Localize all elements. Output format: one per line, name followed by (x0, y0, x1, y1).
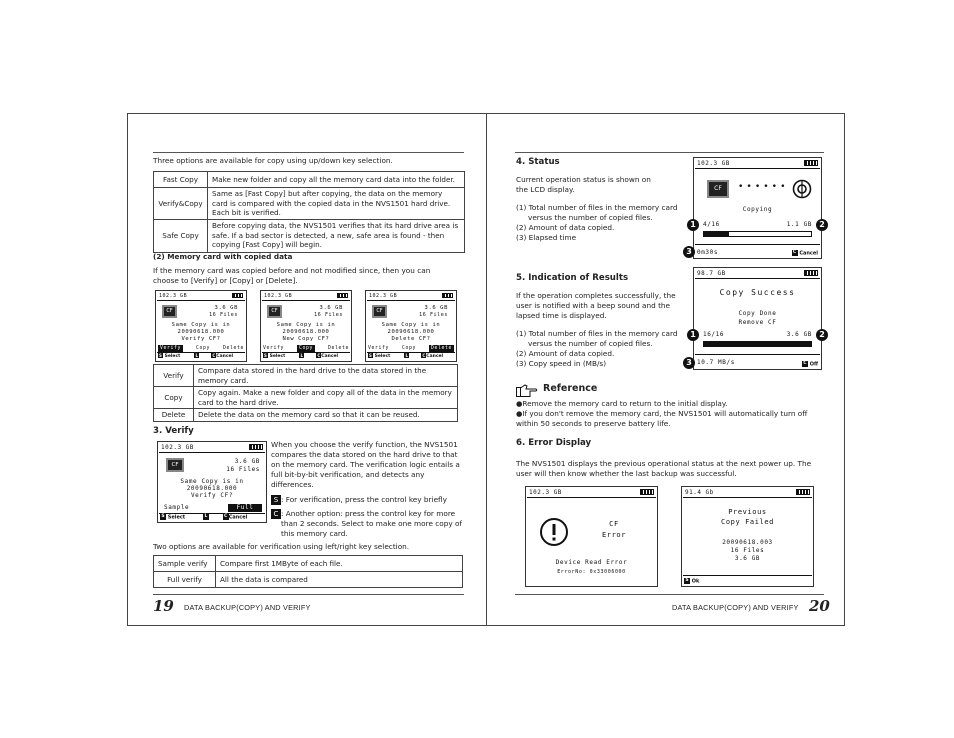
s-key-icon: S (161, 513, 165, 519)
option-copy[interactable]: Copy (196, 346, 210, 351)
screen-line: Copy Done (738, 310, 777, 317)
screen-line: Error (601, 531, 627, 539)
memcard-text: If the memory card was copied before and not modified since, then you can choose to [Verify] or [Copy] or [Delete]. (153, 266, 431, 285)
status-list (516, 203, 684, 243)
list-item: (3) Elapsed time (516, 233, 577, 242)
screen-line: Verify CF? (190, 492, 234, 499)
memcard-screen (155, 290, 247, 362)
screen-line: 20090618.000 (387, 329, 435, 335)
list-item: (2) Amount of data copied. (516, 349, 615, 358)
screen-line: Same Copy is in (276, 322, 336, 328)
copy-options-table (153, 171, 465, 253)
footer-cancel: Cancel (228, 514, 248, 520)
copy-speed: 10.7 MB/s (697, 359, 735, 366)
marker-2: 2 (816, 329, 828, 341)
battery-icon (337, 293, 348, 298)
screen-line: Same Copy is in (171, 322, 231, 328)
error-heading: 6. Error Display (516, 438, 592, 448)
verify-text: When you choose the verify function, the NVS1501 compares the data stored on the hard drive to that on the memory card. The verification logic entails a full bit-by-bit verification, and detects any differences. (271, 440, 460, 489)
screen-line: 20090618.000 (177, 329, 225, 335)
file-count: 16 Files (419, 312, 448, 318)
memcard-heading: (2) Memory card with copied data (153, 252, 293, 261)
capacity-label: 102.3 GB (264, 293, 293, 299)
s-key-icon: S (159, 353, 162, 358)
result-title: Copy Success (719, 288, 796, 297)
marker-3: 3 (683, 357, 695, 369)
list-item (516, 399, 828, 409)
table-row: Verify Compare data stored in the hard drive to the data stored in the memory card. (154, 365, 458, 387)
data-size: 3.6 GB (319, 305, 343, 311)
screen-footer (263, 353, 349, 360)
hdd-icon (792, 179, 812, 199)
screen-rule (527, 497, 656, 498)
option-verify[interactable]: Verify (263, 346, 284, 351)
footer-select: Select (164, 354, 181, 359)
capacity-label: 91.4 Gb (685, 489, 714, 496)
battery-icon (640, 489, 654, 495)
top-rule (515, 152, 824, 153)
battery-icon (804, 270, 818, 276)
screen-rule (367, 300, 455, 301)
screen-footer (368, 353, 454, 360)
bullet-icon: ● (516, 409, 523, 418)
progress-bar (703, 341, 812, 347)
screen-line: Previous (728, 508, 767, 516)
screen-line: Same Copy is in (180, 478, 244, 485)
cf-card-icon: CF (372, 305, 387, 318)
c-key-icon: C (224, 513, 228, 519)
screen-line: Same Copy is in (381, 322, 441, 328)
c-key-icon: C (422, 353, 426, 358)
reference-heading: Reference (543, 383, 598, 394)
data-size: 3.6 GB (424, 305, 448, 311)
status-text: Current operation status is shown on the LCD display. (516, 175, 651, 194)
key-icon: L (204, 513, 208, 519)
error-screen-previous (681, 486, 814, 587)
table-row: Sample verify Compare first 1MByte of each file. (154, 556, 463, 572)
capacity-label: 102.3 GB (159, 293, 188, 299)
screen-line: Remove CF (738, 319, 777, 326)
battery-icon (249, 444, 263, 450)
progress-bar (703, 231, 812, 237)
footer-select: Select (167, 514, 186, 520)
verify-table (153, 555, 463, 588)
c-key-icon: C (271, 509, 281, 519)
screen-line: 3.6 GB (734, 555, 761, 562)
c-key-icon: C (317, 353, 321, 358)
screen-line: Copy Failed (721, 518, 774, 526)
option-copy[interactable]: Copy (299, 346, 313, 351)
table-row: Delete Delete the data on the memory card so that it can be reused. (154, 409, 458, 422)
marker-2: 2 (816, 219, 828, 231)
s-key-icon: S (685, 577, 689, 583)
option-full[interactable]: Full (228, 504, 262, 512)
verify-s-text: : For verification, press the control key briefly (281, 495, 447, 504)
list-item (516, 409, 828, 429)
verify-screen (157, 441, 267, 523)
reference-list (516, 399, 828, 429)
file-count: 16 Files (209, 312, 238, 318)
capacity-label: 98.7 GB (697, 270, 726, 277)
page-number: 19 (153, 597, 174, 615)
memcard-screen (260, 290, 352, 362)
data-size: 3.6 GB (214, 305, 238, 311)
battery-icon (442, 293, 453, 298)
footer-select: Select (269, 354, 286, 359)
screen-footer (802, 361, 818, 369)
bullet-icon: ● (516, 399, 523, 408)
footer-cancel: Cancel (216, 354, 234, 359)
table-row: Fast Copy Make new folder and copy all the memory card data into the folder. (154, 172, 465, 188)
file-count: 16 Files (314, 312, 343, 318)
error-message: Device Read Error (555, 559, 628, 566)
screen-rule (695, 244, 820, 245)
s-key-icon: S (264, 353, 267, 358)
s-key-icon: S (369, 353, 372, 358)
bottom-rule (153, 594, 464, 595)
table-row: Full verify All the data is compared (154, 572, 463, 588)
pointing-hand-icon (516, 384, 538, 397)
option-verify[interactable]: Verify (160, 346, 181, 351)
screen-footer (158, 353, 244, 360)
screen-rule (683, 497, 812, 498)
screen-line: Verify CF? (181, 336, 221, 342)
progress-dots-icon: •••••• (738, 182, 789, 192)
result-text: If the operation completes successfully, the user is notified with a beep sound and the lapsed time is displayed. (516, 291, 676, 320)
page-title: DATA BACKUP(COPY) AND VERIFY (184, 603, 311, 612)
c-key-icon: C (792, 249, 797, 255)
option-copy[interactable]: Copy (402, 346, 416, 351)
page-title: DATA BACKUP(COPY) AND VERIFY (672, 603, 799, 612)
screen-rule (157, 300, 245, 301)
footer-off: Off (809, 361, 818, 367)
data-amount: 3.6 GB (786, 331, 812, 338)
c-key-icon: C (212, 353, 216, 358)
option-sample[interactable]: Sample (164, 504, 190, 511)
option-verify[interactable]: Verify (368, 346, 389, 351)
result-heading: 5. Indication of Results (516, 273, 629, 283)
footer-cancel: Cancel (799, 250, 818, 256)
status-label: Copying (742, 206, 773, 213)
reference-text: Remove the memory card to return to the initial display. (522, 399, 728, 408)
capacity-label: 102.3 GB (697, 160, 730, 167)
error-text: The NVS1501 displays the previous operational status at the next power up. The user will then know whether the last backup was successful. (516, 459, 812, 478)
screen-line: Delete CF? (391, 336, 431, 342)
file-progress: 4/16 (703, 221, 720, 228)
screen-line: 20090618.000 (186, 485, 238, 492)
screen-footer (684, 578, 811, 586)
battery-icon (796, 489, 810, 495)
bottom-rule (515, 594, 824, 595)
option-delete[interactable]: Delete (431, 346, 452, 351)
page-number: 20 (809, 597, 830, 615)
list-item: (2) Amount of data copied. (516, 223, 615, 232)
cf-card-icon: CF (162, 305, 177, 318)
screen-rule (683, 575, 812, 576)
intro-text: Three options are available for copy using up/down key selection. (153, 156, 393, 165)
footer-cancel: Cancel (426, 354, 444, 359)
action-table (153, 364, 458, 422)
verify-c-text: : Another option: press the control key for more than 2 seconds. Select to make one more copy of this memory card. (281, 509, 463, 538)
screen-rule (262, 300, 350, 301)
footer-cancel: Cancel (321, 354, 339, 359)
marker-1: 1 (687, 219, 699, 231)
capacity-label: 102.3 GB (369, 293, 398, 299)
footer-select: Select (374, 354, 391, 359)
key-icon: L (195, 353, 199, 358)
option-delete[interactable]: Delete (223, 346, 244, 351)
capacity-label: 102.3 GB (161, 444, 194, 451)
screen-line: 20090618.003 (722, 539, 773, 546)
status-screen (693, 157, 822, 259)
file-count: 16 Files (226, 466, 260, 473)
screen-rule (695, 354, 820, 355)
reference-text: If you don't remove the memory card, the NVS1501 will automatically turn off within 50 seconds to preserve battery life. (516, 409, 808, 428)
verify-heading: 3. Verify (153, 426, 194, 436)
status-heading: 4. Status (516, 157, 560, 167)
error-number: ErrorNo: 0x33006000 (557, 569, 626, 575)
memcard-screen (365, 290, 457, 362)
list-item: (1) Total number of files in the memory card versus the number of copied files. (516, 203, 678, 222)
file-progress: 16/16 (703, 331, 725, 338)
capacity-label: 102.3 GB (529, 489, 562, 496)
verify-s-note (271, 495, 467, 505)
progress-fill (704, 232, 729, 236)
screen-rule (159, 452, 265, 453)
cf-card-icon: CF (267, 305, 282, 318)
two-options-text: Two options are available for verification using left/right key selection. (153, 542, 410, 551)
screen-line: CF (609, 520, 619, 528)
battery-icon (804, 160, 818, 166)
screen-rule (695, 168, 820, 169)
screen-line: New Copy CF? (282, 336, 330, 342)
error-screen-read (525, 486, 658, 587)
footer-ok: Ok (691, 578, 700, 584)
list-item: (1) Total number of files in the memory card versus the number of copied files. (516, 329, 678, 348)
table-row: Safe Copy Before copying data, the NVS1501 verifies that its hard drive area is safe. If a bad sector is detected, a new, safe area is found - then copying [Fast Copy] will begin. (154, 219, 465, 252)
warning-icon (539, 517, 569, 547)
s-key-icon: S (271, 495, 281, 505)
screen-footer (792, 250, 818, 258)
elapsed-time: 0m30s (697, 249, 719, 256)
data-amount: 1.1 GB (786, 221, 812, 228)
table-row: Copy Copy again. Make a new folder and copy all of the data in the memory card to the hard drive. (154, 387, 458, 409)
screen-line: 16 Files (730, 547, 765, 554)
marker-3: 3 (683, 246, 695, 258)
key-icon: L (300, 353, 304, 358)
screen-rule (695, 278, 820, 279)
marker-1: 1 (687, 329, 699, 341)
screen-footer (160, 514, 264, 522)
screen-line: 20090618.000 (282, 329, 330, 335)
c-key-icon: C (803, 360, 807, 366)
cf-card-icon: CF (166, 458, 184, 472)
table-row: Verify&Copy Same as [Fast Copy] but after copying, the data on the memory card is compared with the copied data in the NVS1501 hard drive. Each bit is verified. (154, 188, 465, 220)
option-delete[interactable]: Delete (328, 346, 349, 351)
page-divider (486, 113, 487, 626)
list-item: (3) Copy speed in (MB/s) (516, 359, 607, 368)
top-rule (153, 152, 464, 153)
battery-icon (232, 293, 243, 298)
verify-c-note (271, 509, 467, 539)
result-list (516, 329, 684, 369)
data-size: 3.6 GB (234, 458, 260, 465)
key-icon: L (405, 353, 409, 358)
result-screen (693, 267, 822, 370)
cf-card-icon: CF (707, 180, 729, 198)
